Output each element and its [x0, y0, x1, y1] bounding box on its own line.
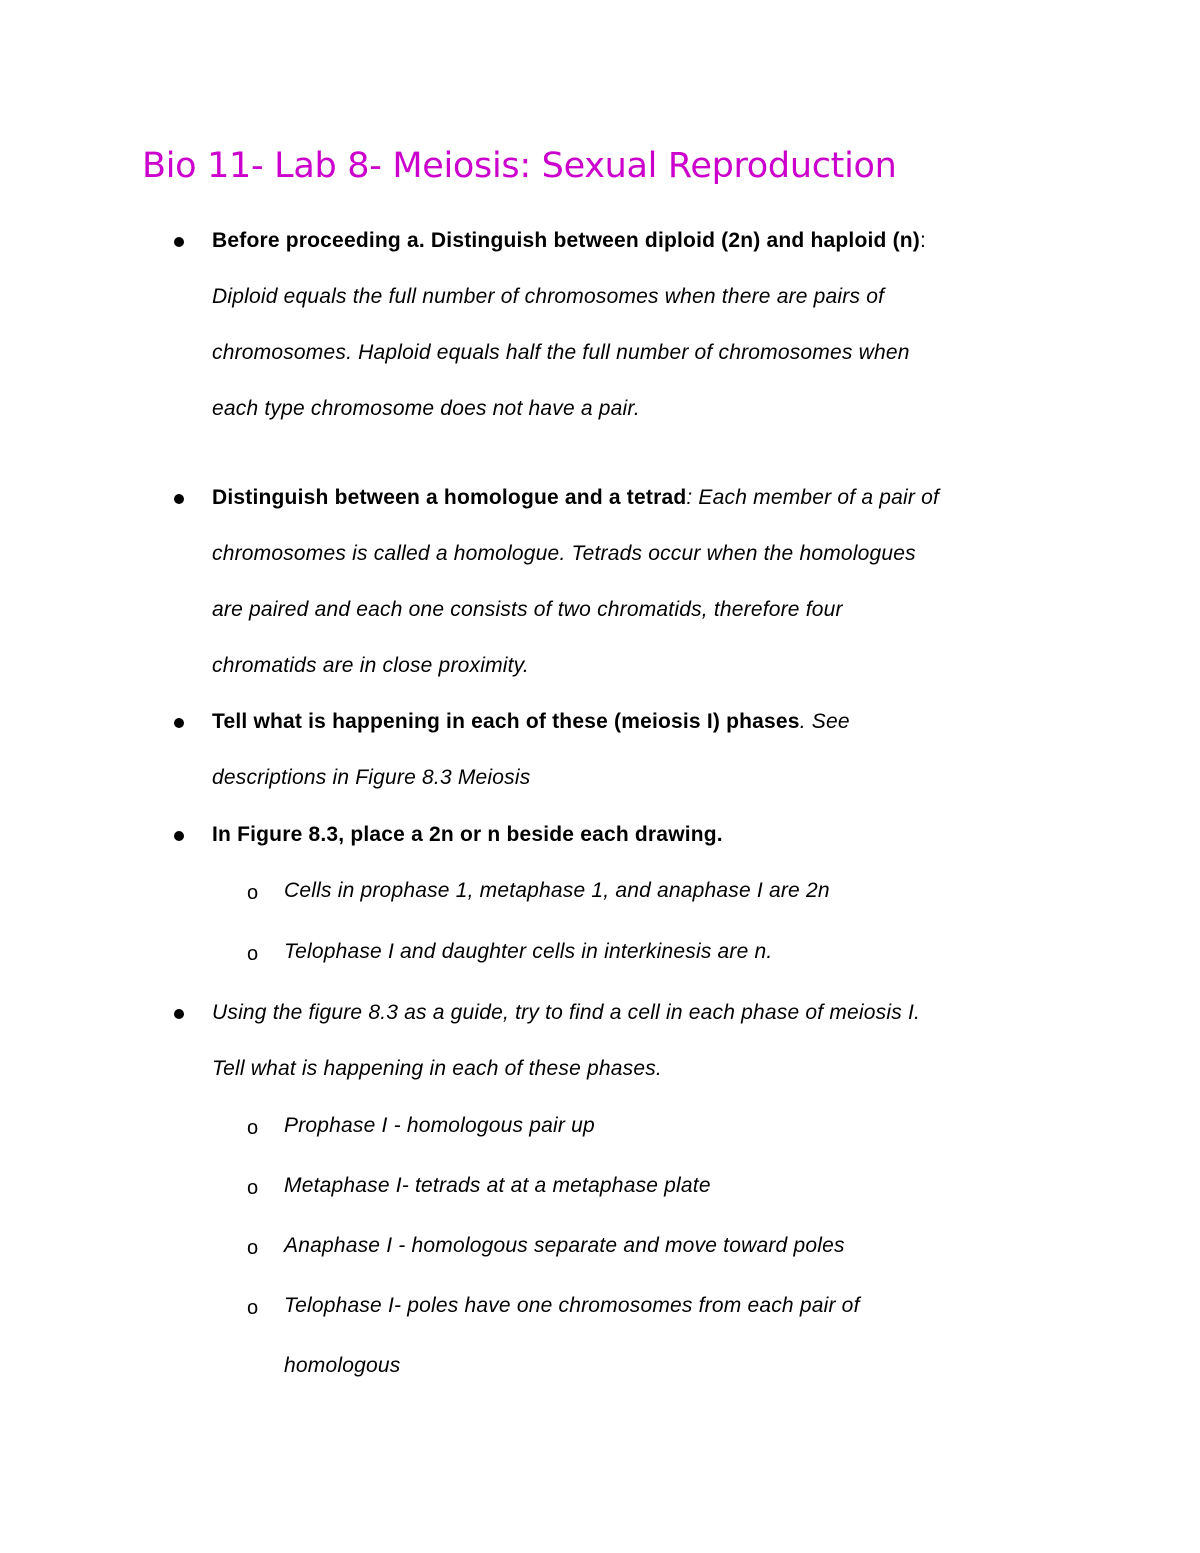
sub-bullet-icon: o [247, 1117, 259, 1139]
bullet-icon [174, 237, 184, 247]
bullet-5-sub-item: Prophase I - homologous pair up [284, 1114, 595, 1137]
bullet-1-colon: : [920, 229, 927, 252]
bullet-3-answer-line: descriptions in Figure 8.3 Meiosis [212, 766, 531, 789]
bullet-4-sub-item: Cells in prophase 1, metaphase 1, and anaphase I are 2n [284, 879, 830, 902]
bullet-icon [174, 831, 184, 841]
bullet-2-answer-line: chromatids are in close proximity. [212, 654, 529, 677]
sub-bullet-icon: o [247, 943, 259, 965]
bullet-3-line-1 [212, 708, 850, 736]
sub-bullet-icon: o [247, 1237, 259, 1259]
bullet-4-question: In Figure 8.3, place a 2n or n beside each drawing. [212, 823, 723, 846]
bullet-1-answer-line: each type chromosome does not have a pair. [212, 397, 640, 420]
bullet-4-sub-item: Telophase I and daughter cells in interkinesis are n. [284, 940, 773, 963]
bullet-2-question: Distinguish between a homologue and a tetrad [212, 486, 687, 509]
bullet-icon [174, 1009, 184, 1019]
document-title: Bio 11- Lab 8- Meiosis: Sexual Reproduction [142, 146, 897, 186]
bullet-2-line-1 [212, 484, 939, 512]
bullet-3-question: Tell what is happening in each of these (meiosis I) phases [212, 710, 800, 733]
bullet-5-sub-item: Anaphase I - homologous separate and move toward poles [284, 1234, 845, 1257]
bullet-2-answer-start: : Each member of a pair of [686, 486, 940, 509]
bullet-5-sub-item: Telophase I- poles have one chromosomes from each pair of [284, 1294, 860, 1317]
bullet-1-line-1 [212, 227, 926, 255]
sub-bullet-icon: o [247, 882, 259, 904]
bullet-1-question: Before proceeding a. Distinguish between diploid (2n) and haploid (n) [212, 229, 920, 252]
sub-bullet-icon: o [247, 1177, 259, 1199]
bullet-5-line-2: Tell what is happening in each of these phases. [212, 1057, 662, 1080]
bullet-2-answer-line: chromosomes is called a homologue. Tetrads occur when the homologues [212, 542, 916, 565]
bullet-5-sub-item-continued: homologous [284, 1354, 401, 1377]
bullet-5-line-1: Using the figure 8.3 as a guide, try to find a cell in each phase of meiosis I. [212, 1001, 921, 1024]
bullet-3-answer-start: . See [799, 710, 850, 733]
sub-bullet-icon: o [247, 1297, 259, 1319]
bullet-icon [174, 718, 184, 728]
bullet-icon [174, 494, 184, 504]
bullet-1-answer-line: chromosomes. Haploid equals half the full number of chromosomes when [212, 341, 910, 364]
bullet-1-answer-line: Diploid equals the full number of chromosomes when there are pairs of [212, 285, 885, 308]
bullet-5-sub-item: Metaphase I- tetrads at at a metaphase plate [284, 1174, 711, 1197]
bullet-2-answer-line: are paired and each one consists of two chromatids, therefore four [212, 598, 843, 621]
